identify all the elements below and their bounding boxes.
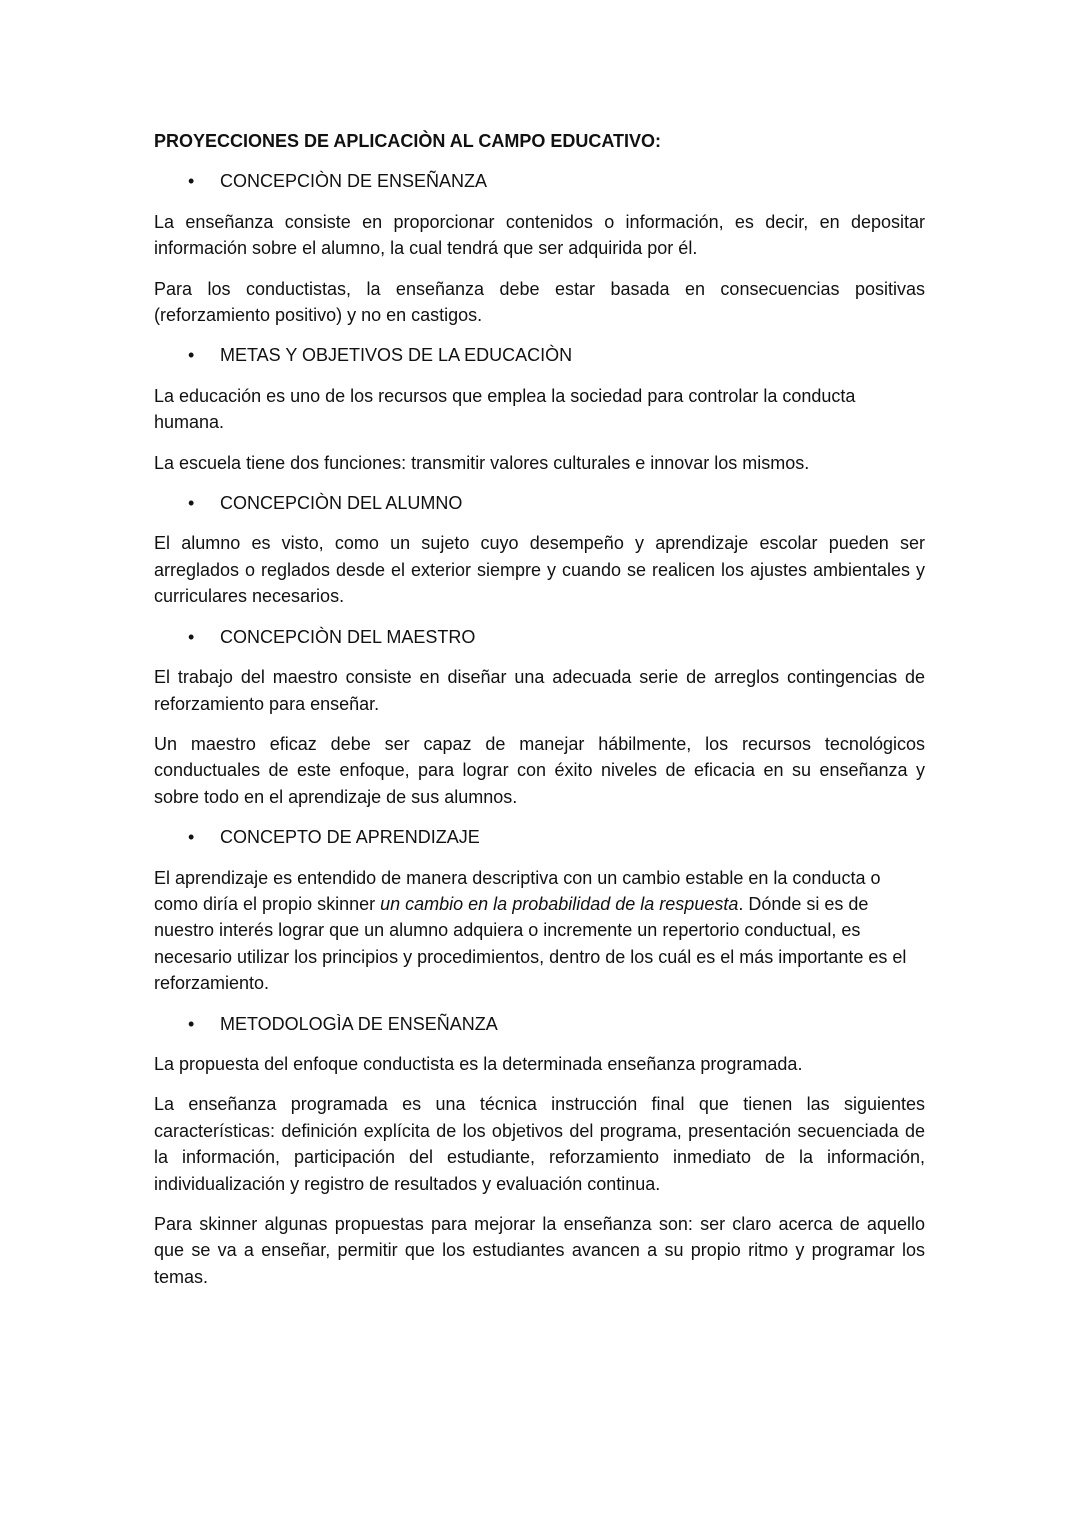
bullet-heading-concepcion-alumno bbox=[154, 490, 925, 516]
bullet-heading-metas-objetivos bbox=[154, 342, 925, 368]
bullet-heading-metodologia-ensenanza bbox=[154, 1011, 925, 1037]
document-page bbox=[154, 128, 925, 1304]
heading-text: CONCEPCIÒN DE ENSEÑANZA bbox=[220, 171, 488, 192]
bullet-dot: • bbox=[188, 171, 195, 192]
paragraph-ensenanza-1: La enseñanza consiste en proporcionar contenidos o información, es decir, en depositar información sobre el alumno, la cual tendrá que ser adquirida por él. bbox=[154, 211, 925, 259]
paragraph-aprendizaje-text-b: . Dónde si es de nuestro interés lograr que un alumno adquiera o incremente un repertorio conductual, es necesario utilizar los principios y procedimientos, dentro de los cuál es el más importante es el reforzamiento. bbox=[154, 893, 907, 994]
paragraph-aprendizaje-italic-quote: un cambio en la probabilidad de la respuesta bbox=[380, 893, 739, 914]
bullet-dot: • bbox=[188, 493, 195, 514]
paragraph-aprendizaje-1 bbox=[154, 865, 925, 997]
bullet-heading-concepcion-maestro bbox=[154, 624, 925, 650]
document-title: PROYECCIONES DE APLICACIÒN AL CAMPO EDUCATIVO: bbox=[154, 131, 662, 151]
heading-text: METAS Y OBJETIVOS DE LA EDUCACIÒN bbox=[220, 345, 573, 366]
bullet-dot: • bbox=[188, 345, 195, 366]
paragraph-maestro-2: Un maestro eficaz debe ser capaz de manejar hábilmente, los recursos tecnológicos conductuales de este enfoque, para lograr con éxito niveles de eficacia en su enseñanza y sobre todo en el aprendizaje de sus alumnos. bbox=[154, 733, 925, 807]
heading-text: METODOLOGÌA DE ENSEÑANZA bbox=[220, 1013, 498, 1034]
paragraph-ensenanza-2: Para los conductistas, la enseñanza debe estar basada en consecuencias positivas (reforzamiento positivo) y no en castigos. bbox=[154, 278, 925, 326]
bullet-dot: • bbox=[188, 1013, 195, 1034]
paragraph-metodologia-3: Para skinner algunas propuestas para mejorar la enseñanza son: ser claro acerca de aquello que se va a enseñar, permitir que los estudiantes avancen a su propio ritmo y programar los temas. bbox=[154, 1214, 925, 1287]
paragraph-maestro-1: El trabajo del maestro consiste en diseñar una adecuada serie de arreglos contingencias de reforzamiento para enseñar. bbox=[154, 667, 925, 714]
paragraph-alumno-1: El alumno es visto, como un sujeto cuyo desempeño y aprendizaje escolar pueden ser arreglados o reglados desde el exterior siempre y cuando se realicen los ajustes ambientales y curriculares necesarios. bbox=[154, 533, 925, 607]
heading-text: CONCEPCIÒN DEL ALUMNO bbox=[220, 493, 463, 514]
bullet-heading-concepto-aprendizaje bbox=[154, 824, 925, 850]
heading-text: CONCEPTO DE APRENDIZAJE bbox=[220, 827, 480, 848]
bullet-dot: • bbox=[188, 827, 195, 848]
bullet-heading-concepcion-ensenanza bbox=[154, 168, 925, 194]
bullet-dot: • bbox=[188, 626, 195, 647]
paragraph-aprendizaje-text-a: El aprendizaje es entendido de manera descriptiva con un cambio estable en la conducta o como diría el propio skinner bbox=[154, 867, 881, 914]
paragraph-metas-2: La escuela tiene dos funciones: transmitir valores culturales e innovar los mismos. bbox=[154, 452, 810, 473]
paragraph-metodologia-2: La enseñanza programada es una técnica instrucción final que tienen las siguientes características: definición explícita de los objetivos del programa, presentación secuenciada de la información, participación del estudiante, reforzamiento inmediato de la información, individualización y registro de resultados y evaluación continua. bbox=[154, 1094, 925, 1194]
paragraph-metas-1: La educación es uno de los recursos que emplea la sociedad para controlar la conducta humana. bbox=[154, 385, 856, 433]
paragraph-metodologia-1: La propuesta del enfoque conductista es la determinada enseñanza programada. bbox=[154, 1053, 803, 1074]
heading-text: CONCEPCIÒN DEL MAESTRO bbox=[220, 626, 476, 647]
